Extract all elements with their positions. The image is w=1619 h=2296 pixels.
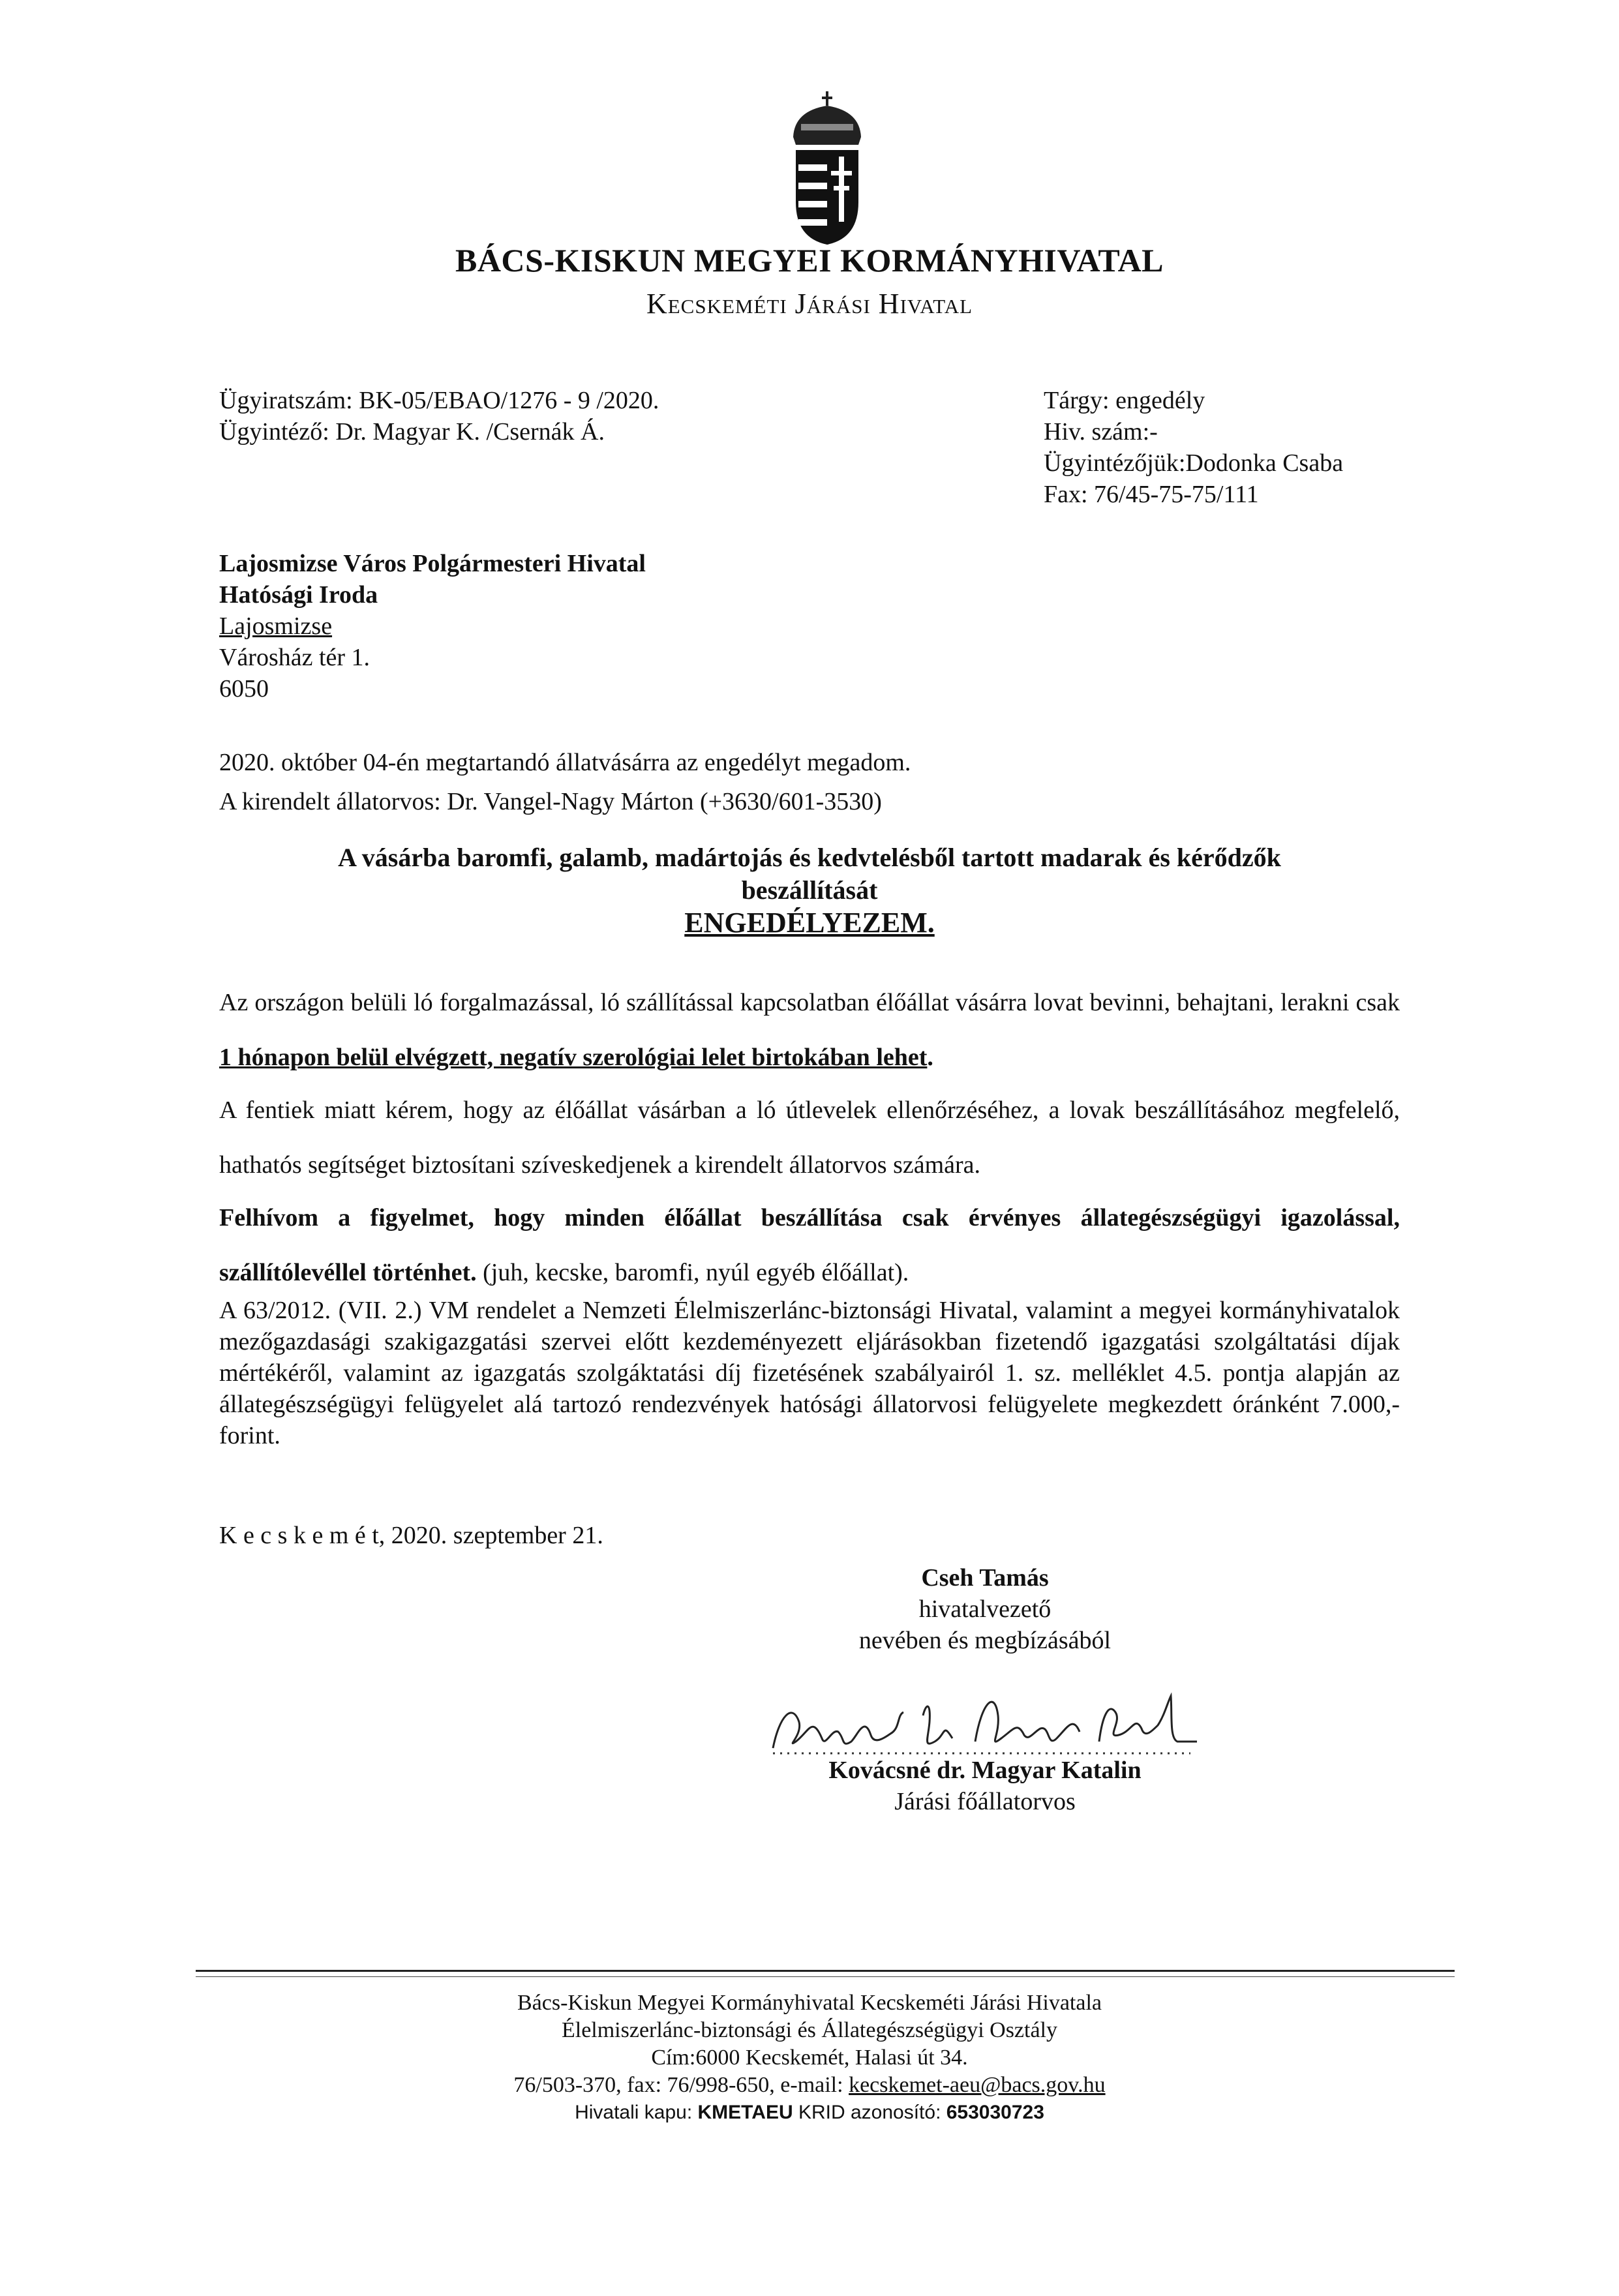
subject: Tárgy: engedély <box>1044 387 1205 414</box>
place-date: K e c s k e m é t, 2020. szeptember 21. <box>219 1522 603 1549</box>
footer-divider-thin <box>196 1976 1455 1977</box>
recipient-address <box>219 548 646 704</box>
signer-title: Járási főállatorvos <box>894 1788 1076 1815</box>
fee-paragraph: A 63/2012. (VII. 2.) VM rendelet a Nemzeti Élelmiszerlánc-biztonsági Hivatal, valamint a megyei kormányhivatalok mezőgazdasági szakigazgatási szervei előtt kezdeményezett eljárásokban fizetendő igazgatási szolgáltatási díjak mértékéről, valamint az igazgatás szolgáktatási díj fizetésének szabályairól 1. sz. melléklet 4.5. pontja alapján az állategészségügyi felügyelet alá tartozó rendezvények hatósági állatorvosi felügyelete megkezdett óránként 7.000,- forint. <box>219 1297 1400 1449</box>
horse-end: . <box>927 1044 933 1071</box>
ref-number: Hiv. szám:- <box>1044 418 1158 446</box>
recipient-zip: 6050 <box>219 675 269 702</box>
on-behalf: nevében és megbízásából <box>858 1627 1112 1654</box>
office-title: BÁCS-KISKUN MEGYEI KORMÁNYHIVATAL <box>455 242 1164 279</box>
recipient-street: Városház tér 1. <box>219 644 371 671</box>
footer-address: Cím:6000 Kecskemét, Halasi út 34. <box>651 2046 968 2070</box>
reference-right <box>1044 385 1343 510</box>
footer-ids <box>0 2099 1619 2126</box>
footer-phone: 76/503-370, fax: 76/998-650, e-mail: <box>513 2073 849 2097</box>
office-subtitle: Kecskeméti Járási Hivatal <box>646 288 973 320</box>
head-signature-block <box>822 1562 1148 1656</box>
footer-krid-label: KRID azonosító: <box>793 2102 946 2123</box>
footer-gate-id: KMETAEU <box>697 2102 793 2123</box>
headline-line3: ENGEDÉLYEZEM. <box>684 907 935 939</box>
notice-paragraph <box>219 1190 1400 1300</box>
coat-of-arms-icon <box>781 91 873 248</box>
permission-statement: 2020. október 04-én megtartandó állatvásárra az engedélyt megadom. <box>219 749 911 776</box>
fax-number: Fax: 76/45-75-75/111 <box>1044 481 1259 508</box>
headline-line2: beszállítását <box>741 875 878 905</box>
reference-left <box>219 385 659 447</box>
administrator: Ügyintéző: Dr. Magyar K. /Csernák Á. <box>219 418 605 446</box>
permission-headline <box>219 841 1400 939</box>
footer-office: Bács-Kiskun Megyei Kormányhivatal Kecskeméti Járási Hivatala <box>517 1991 1102 2015</box>
horse-text: Az országon belüli ló forgalmazással, ló szállítással kapcsolatban élőállat vásárra lovat bevinni, behajtani, lerakni csak <box>219 989 1400 1016</box>
horse-paragraph <box>219 975 1400 1085</box>
horse-condition: 1 hónapon belül elvégzett, negatív szerológiai lelet birtokában lehet <box>219 1044 928 1071</box>
headline-line1: A vásárba baromfi, galamb, madártojás és kedvtelésből tartott madarak és kérődzők <box>338 843 1281 872</box>
footer-gate-label: Hivatali kapu: <box>575 2102 698 2123</box>
recipient-dept: Hatósági Iroda <box>219 581 378 609</box>
footer-department: Élelmiszerlánc-biztonsági és Állategészségügyi Osztály <box>561 2018 1058 2042</box>
signer-name: Kovácsné dr. Magyar Katalin <box>828 1757 1142 1784</box>
footer-krid-id: 653030723 <box>946 2102 1044 2123</box>
assigned-vet: A kirendelt állatorvos: Dr. Vangel-Nagy Márton (+3630/601-3530) <box>219 788 882 815</box>
footer-email-link[interactable]: kecskemet-aeu@bacs.gov.hu <box>849 2073 1106 2097</box>
recipient-city: Lajosmizse <box>219 612 333 640</box>
their-administrator: Ügyintézőjük:Dodonka Csaba <box>1044 449 1344 477</box>
footer <box>0 1989 1619 2126</box>
notice-bold: Felhívom a figyelmet, hogy minden élőállat beszállítása csak érvényes állategészségügyi igazolással, szállítólevéllel történhet. <box>219 1204 1400 1286</box>
head-title: hivatalvezető <box>918 1595 1052 1623</box>
footer-contact <box>0 2072 1619 2099</box>
handwritten-signature <box>760 1676 1203 1768</box>
signer-block <box>757 1755 1213 1817</box>
recipient-org: Lajosmizse Város Polgármesteri Hivatal <box>219 550 646 577</box>
head-name: Cseh Tamás <box>921 1564 1049 1592</box>
case-number: Ügyiratszám: BK-05/EBAO/1276 - 9 /2020. <box>219 387 659 414</box>
request-paragraph: A fentiek miatt kérem, hogy az élőállat vásárban a ló útlevelek ellenőrzéséhez, a lovak beszállításához megfelelő, hathatós segítséget biztosítani szíveskedjenek a kirendelt állatorvos számára. <box>219 1096 1400 1179</box>
notice-rest: (juh, kecske, baromfi, nyúl egyéb élőállat). <box>476 1259 909 1286</box>
footer-divider <box>196 1970 1455 1972</box>
